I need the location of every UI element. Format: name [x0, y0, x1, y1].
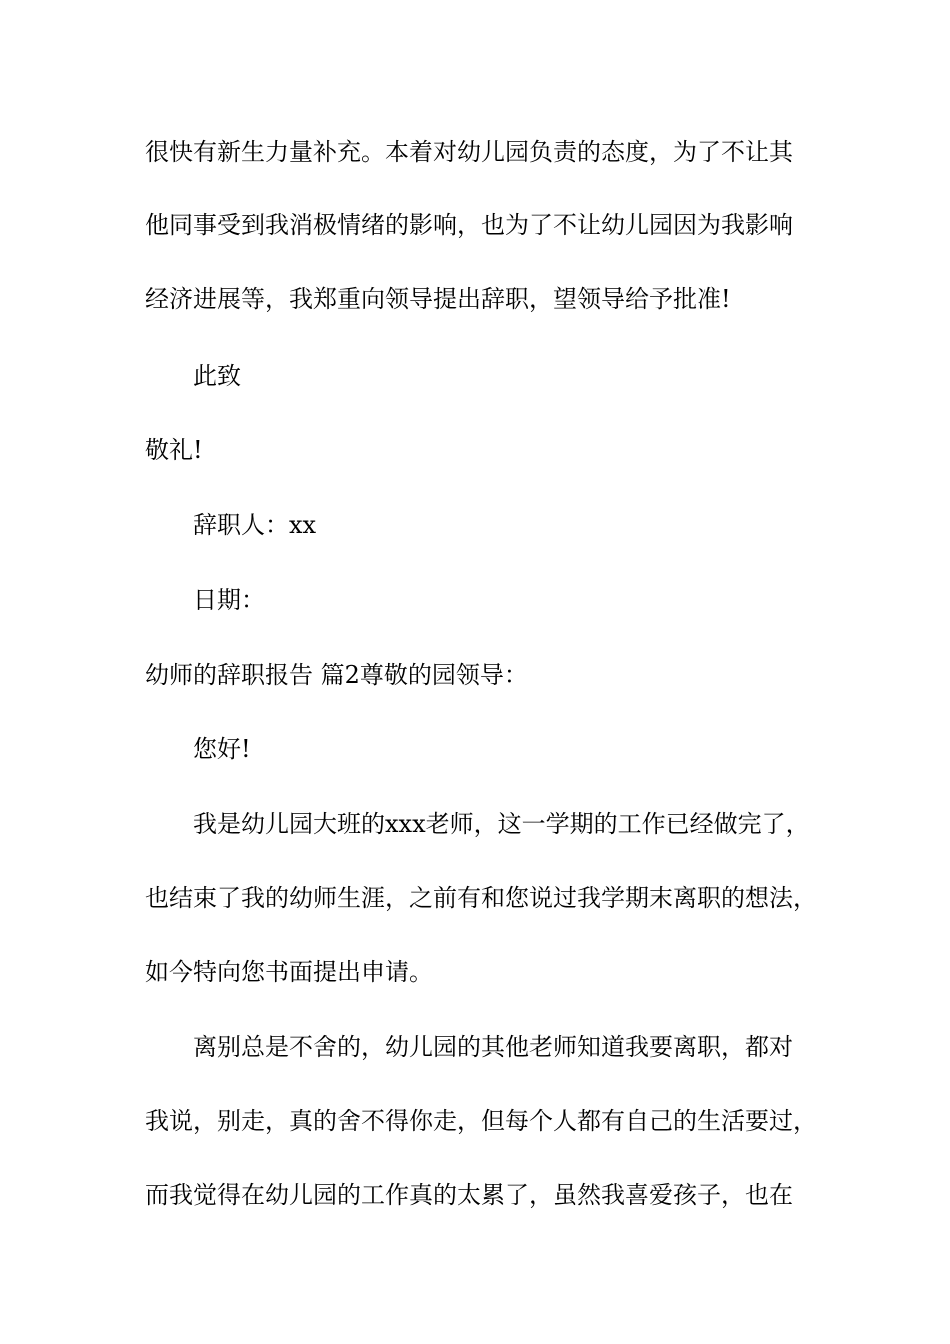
paragraph-line: 我说，别走，真的舍不得你走，但每个人都有自己的生活要过，: [145, 1107, 817, 1135]
section-heading: 幼师的辞职报告 篇2尊敬的园领导：: [145, 661, 528, 689]
paragraph-line: 离别总是不舍的，幼儿园的其他老师知道我要离职，都对: [193, 1033, 793, 1061]
signer-line: 辞职人：xx: [193, 511, 317, 539]
greeting-line: 您好!: [193, 735, 251, 763]
paragraph-line: 他同事受到我消极情绪的影响，也为了不让幼儿园因为我影响: [145, 211, 793, 239]
salutation-line: 敬礼!: [145, 436, 203, 464]
paragraph-line: 我是幼儿园大班的xxx老师，这一学期的工作已经做完了，: [193, 810, 810, 838]
paragraph-line: 如今特向您书面提出申请。: [145, 958, 433, 986]
paragraph-line: 而我觉得在幼儿园的工作真的太累了，虽然我喜爱孩子，也在: [145, 1181, 793, 1209]
paragraph-line: 也结束了我的幼师生涯，之前有和您说过我学期末离职的想法，: [145, 884, 817, 912]
paragraph-line: 很快有新生力量补充。本着对幼儿园负责的态度，为了不让其: [145, 138, 793, 166]
closing-line: 此致: [193, 362, 241, 390]
date-line: 日期：: [193, 586, 265, 614]
paragraph-line: 经济进展等，我郑重向领导提出辞职，望领导给予批准!: [145, 285, 731, 313]
